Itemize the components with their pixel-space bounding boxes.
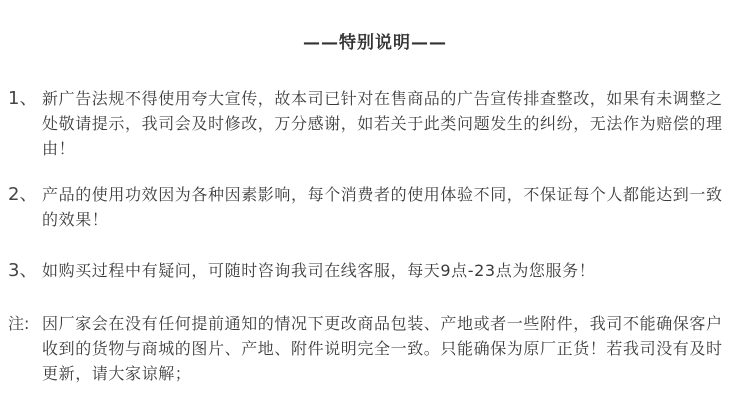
notice-item-number: 2、 (8, 184, 38, 205)
notice-item-text: 如购买过程中有疑问，可随时咨询我司在线客服，每天9点-23点为您服务！ (42, 261, 596, 280)
notice-item-number: 3、 (8, 260, 38, 281)
notice-item-3 (8, 258, 738, 283)
notice-item-number: 1、 (8, 88, 38, 109)
notice-item-2 (8, 182, 738, 232)
notice-item-text: 产品的使用功效因为各种因素影响，每个消费者的使用体验不同，不保证每个人都能达到一致的效果！ (42, 185, 723, 229)
notice-item-text: 新广告法规不得使用夸大宣传，故本司已针对在售商品的广告宣传排查整改，如果有未调整之处敬请提示，我司会及时修改，万分感谢，如若关于此类问题发生的纠纷，无法作为赔偿的理由！ (42, 89, 723, 158)
footnote-text: 因厂家会在没有任何提前通知的情况下更改商品包装、产地或者一些附件，我司不能确保客户收到的货物与商城的图片、产地、附件说明完全一致。只能确保为原厂正货！若我司没有及时更新，请大家谅解； (42, 314, 723, 383)
page-title: ——特别说明—— (303, 33, 447, 53)
notice-footnote (8, 311, 738, 386)
footnote-marker: 注: (8, 314, 30, 333)
notice-item-1 (8, 86, 738, 161)
